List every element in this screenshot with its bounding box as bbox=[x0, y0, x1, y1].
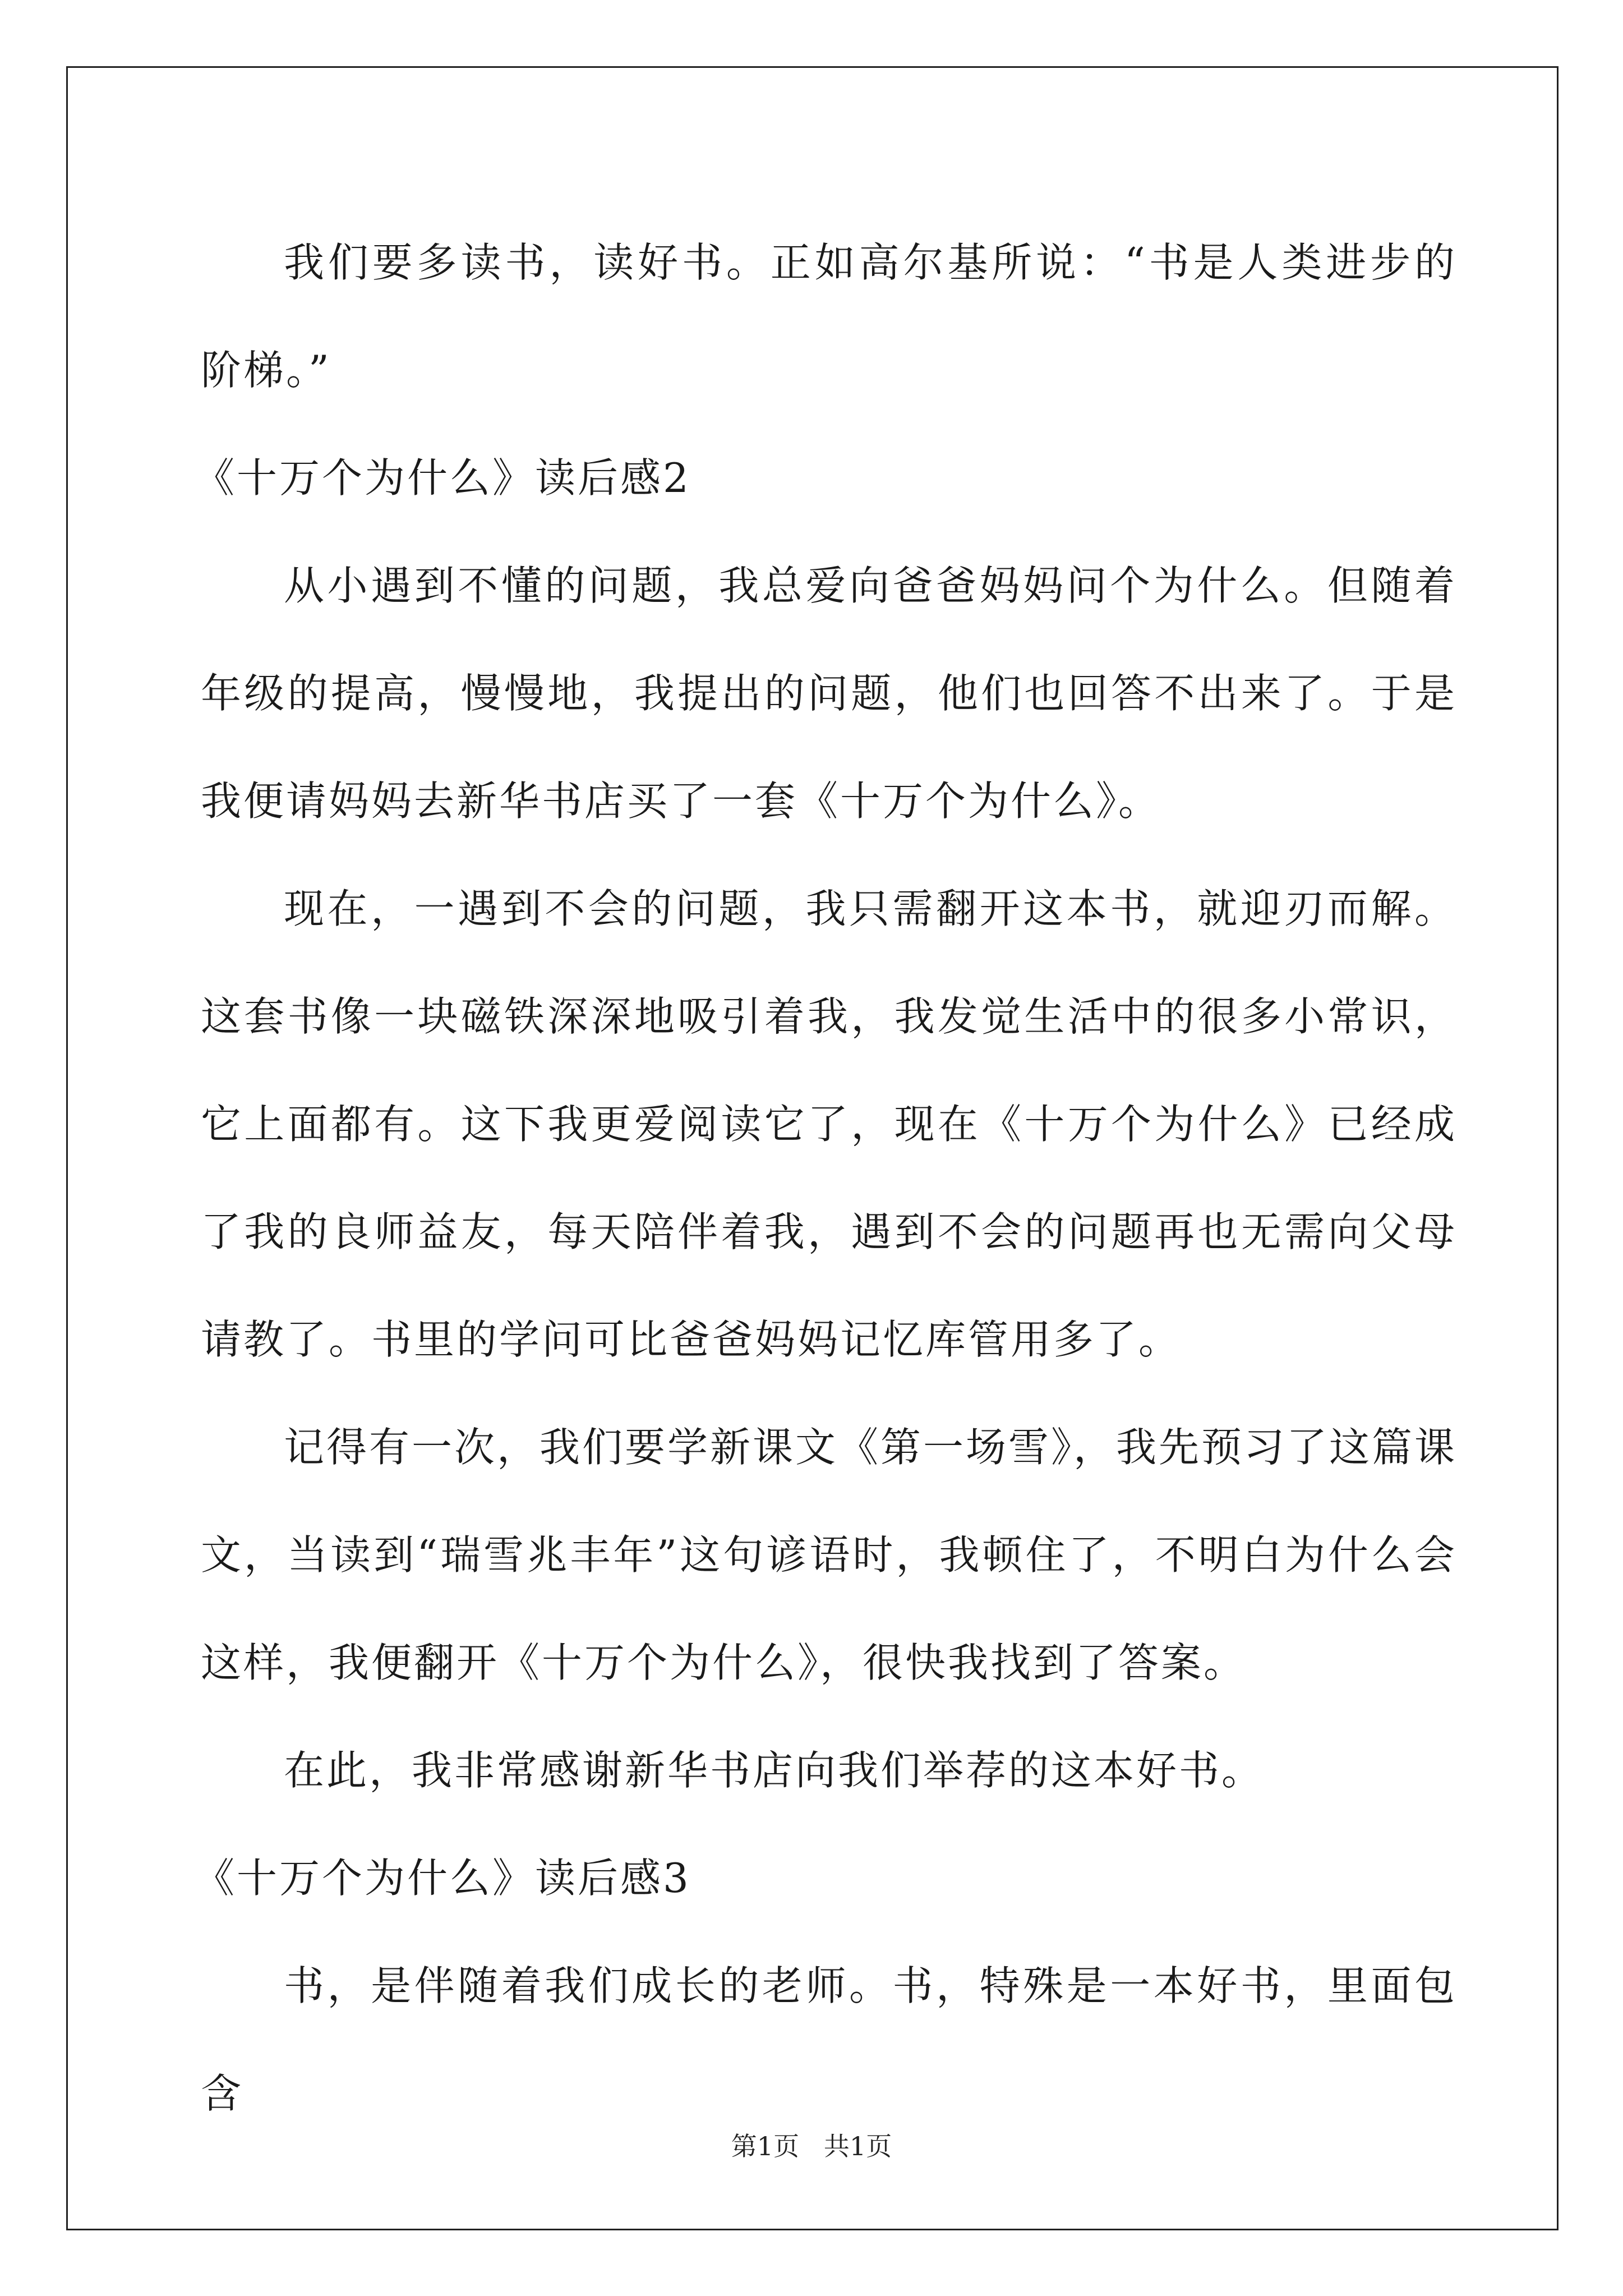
document-body bbox=[194, 209, 1458, 2147]
page-footer: 第1页 共1页 bbox=[731, 2131, 892, 2161]
heading-essay-2: 《十万个为什么》读后感2 bbox=[194, 454, 691, 501]
paragraph-2: 从小遇到不懂的问题，我总爱向爸爸妈妈问个为什么。但随着年级的提高，慢慢地，我提出的问题，他们也回答不出来了。于是我便请妈妈去新华书店买了一套《十万个为什么》。 bbox=[201, 562, 1457, 825]
paragraph-5: 在此，我非常感谢新华书店向我们举荐的这本好书。 bbox=[284, 1747, 1265, 1794]
heading-essay-3: 《十万个为什么》读后感3 bbox=[194, 1855, 691, 1902]
paragraph-4: 记得有一次，我们要学新课文《第一场雪》，我先预习了这篇课文，当读到“瑞雪兆丰年”这句谚语时，我顿住了，不明白为什么会这样，我便翻开《十万个为什么》，很快我找到了答案。 bbox=[201, 1424, 1458, 1686]
paragraph-3: 现在，一遇到不会的问题，我只需翻开这本书，就迎刃而解。这套书像一块磁铁深深地吸引着我，我发觉生活中的很多小常识，它上面都有。这下我更爱阅读它了，现在《十万个为什么》已经成了我的良师益友，每天陪伴着我，遇到不会的问题再也无需向父母请教了。书里的学问可比爸爸妈妈记忆库管用多了。 bbox=[201, 885, 1457, 1363]
paragraph-6: 书，是伴随着我们成长的老师。书，特殊是一本好书，里面包含 bbox=[201, 1962, 1457, 2117]
paragraph-1: 我们要多读书，读好书。正如高尔基所说：“书是人类进步的阶梯。” bbox=[201, 239, 1457, 394]
